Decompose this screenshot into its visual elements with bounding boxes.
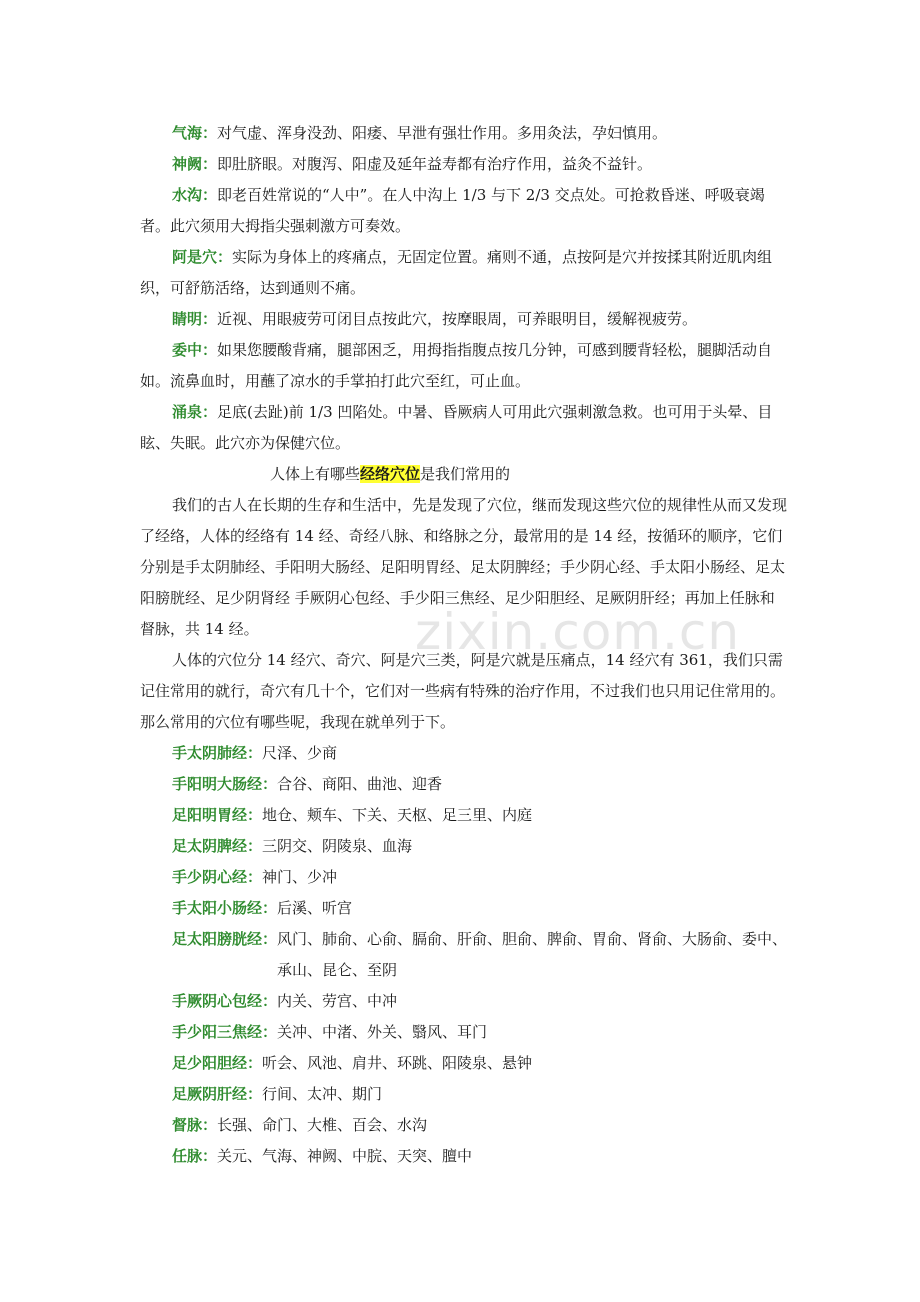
meridian-points: 风门、肺俞、心俞、膈俞、肝俞、胆俞、脾俞、胃俞、肾俞、大肠俞、委中、承山、昆仑、至阴 bbox=[277, 930, 788, 979]
acupoint-description: 对气虚、浑身没劲、阳痿、早泄有强壮作用。多用灸法，孕妇慎用。 bbox=[217, 124, 668, 142]
acupoint-entry bbox=[140, 118, 788, 149]
acupoint-entry bbox=[140, 180, 788, 242]
meridian-item bbox=[172, 1079, 788, 1110]
acupoint-name: 神阙： bbox=[172, 155, 218, 173]
meridian-name: 足少阳胆经： bbox=[172, 1054, 263, 1072]
heading-after: 是我们常用的 bbox=[420, 465, 511, 483]
acupoint-description: 如果您腰酸背痛，腿部困乏，用拇指指腹点按几分钟，可感到腰背轻松，腿脚活动自如。流鼻血时，用蘸了凉水的手掌拍打此穴至红，可止血。 bbox=[140, 341, 773, 390]
meridian-name: 足太阴脾经： bbox=[172, 837, 263, 855]
acupoint-description: 近视、用眼疲劳可闭目点按此穴，按摩眼周，可养眼明目，缓解视疲劳。 bbox=[217, 310, 698, 328]
meridian-points: 合谷、商阳、曲池、迎香 bbox=[277, 775, 443, 793]
meridian-item bbox=[172, 769, 788, 800]
meridian-name: 手太阳小肠经： bbox=[172, 899, 278, 917]
watermark: zixin.com.cn bbox=[415, 603, 741, 661]
meridian-name: 手厥阴心包经： bbox=[172, 992, 278, 1010]
meridian-name: 督脉： bbox=[172, 1116, 218, 1134]
meridian-item bbox=[172, 924, 788, 986]
acupoint-name: 睛明： bbox=[172, 310, 218, 328]
acupoint-name: 阿是穴： bbox=[172, 248, 233, 266]
meridian-item bbox=[172, 862, 788, 893]
meridian-item bbox=[172, 1017, 788, 1048]
meridian-name: 足厥阴肝经： bbox=[172, 1085, 263, 1103]
meridian-item bbox=[172, 893, 788, 924]
meridian-points: 内关、劳宫、中冲 bbox=[277, 992, 398, 1010]
meridian-points: 听会、风池、肩井、环跳、阳陵泉、悬钟 bbox=[262, 1054, 533, 1072]
acupoint-entry bbox=[140, 149, 788, 180]
meridian-points: 神门、少冲 bbox=[262, 868, 338, 886]
acupoint-name: 水沟： bbox=[172, 186, 218, 204]
meridian-points: 关冲、中渚、外关、翳风、耳门 bbox=[277, 1023, 488, 1041]
meridian-item bbox=[172, 738, 788, 769]
acupoint-entry bbox=[140, 242, 788, 304]
meridian-name: 足阳明胃经： bbox=[172, 806, 263, 824]
acupoint-entry bbox=[140, 304, 788, 335]
meridian-name: 手阳明大肠经： bbox=[172, 775, 278, 793]
acupoint-description: 即老百姓常说的“人中”。在人中沟上 1/3 与下 2/3 交点处。可抢救昏迷、呼吸衰竭者。此穴须用大拇指尖强刺激方可奏效。 bbox=[140, 186, 765, 235]
meridian-points: 关元、气海、神阙、中脘、天突、膻中 bbox=[217, 1147, 473, 1165]
meridian-item bbox=[172, 986, 788, 1017]
acupoint-name: 涌泉： bbox=[172, 403, 218, 421]
acupoint-entry bbox=[140, 397, 788, 459]
meridian-name: 手太阴肺经： bbox=[172, 744, 263, 762]
meridian-points: 行间、太冲、期门 bbox=[262, 1085, 383, 1103]
acupoint-entry bbox=[140, 335, 788, 397]
acupoint-description: 即肚脐眼。对腹泻、阳虚及延年益寿都有治疗作用，益灸不益针。 bbox=[217, 155, 653, 173]
meridian-item bbox=[172, 1048, 788, 1079]
meridian-points: 地仓、颊车、下关、天枢、足三里、内庭 bbox=[262, 806, 533, 824]
meridian-points: 长强、命门、大椎、百会、水沟 bbox=[217, 1116, 428, 1134]
heading-before: 人体上有哪些 bbox=[270, 465, 361, 483]
meridian-name: 任脉： bbox=[172, 1147, 218, 1165]
meridian-points: 后溪、听宫 bbox=[277, 899, 353, 917]
meridian-item bbox=[172, 831, 788, 862]
section-heading bbox=[140, 459, 788, 490]
acupoint-name: 气海： bbox=[172, 124, 218, 142]
body-paragraph: 人体的穴位分 14 经穴、奇穴、阿是穴三类，阿是穴就是压痛点，14 经穴有 361，我们只需记住常用的就行，奇穴有几十个，它们对一些病有特殊的治疗作用，不过我们也只用记住常用的。那么常用的穴位有哪些呢，我现在就单列于下。 bbox=[140, 651, 786, 731]
meridian-item bbox=[172, 1110, 788, 1141]
meridian-points: 三阴交、阴陵泉、血海 bbox=[262, 837, 413, 855]
acupoint-name: 委中： bbox=[172, 341, 218, 359]
meridian-item bbox=[172, 800, 788, 831]
meridian-item bbox=[172, 1141, 788, 1172]
body-paragraph: 我们的古人在长期的生存和生活中，先是发现了穴位，继而发现这些穴位的规律性从而又发现了经络，人体的经络有 14 经、奇经八脉、和络脉之分，最常用的是 14 经，按循环的顺序，它们分别是手太阴肺经、手阳明大肠经、足阳明胃经、足太阴脾经；手少阴心经、手太阳小肠经、足太阳膀胱经、足少阴肾经 手厥阴心包经、手少阳三焦经、足少阳胆经、足厥阴肝经；再加上任脉和督脉，共 14 经。 bbox=[140, 496, 788, 638]
acupoint-description: 实际为身体上的疼痛点，无固定位置。痛则不通，点按阿是穴并按揉其附近肌肉组织，可舒筋活络，达到通则不痛。 bbox=[140, 248, 773, 297]
meridian-name: 足太阳膀胱经： bbox=[172, 930, 278, 948]
acupoint-description: 足底(去趾)前 1/3 凹陷处。中暑、昏厥病人可用此穴强刺激急救。也可用于头晕、目眩、失眠。此穴亦为保健穴位。 bbox=[140, 403, 773, 452]
document-body bbox=[140, 118, 788, 1172]
meridian-points: 尺泽、少商 bbox=[262, 744, 338, 762]
meridian-name: 手少阴心经： bbox=[172, 868, 263, 886]
meridian-name: 手少阳三焦经： bbox=[172, 1023, 278, 1041]
heading-highlight: 经络穴位 bbox=[360, 465, 421, 483]
